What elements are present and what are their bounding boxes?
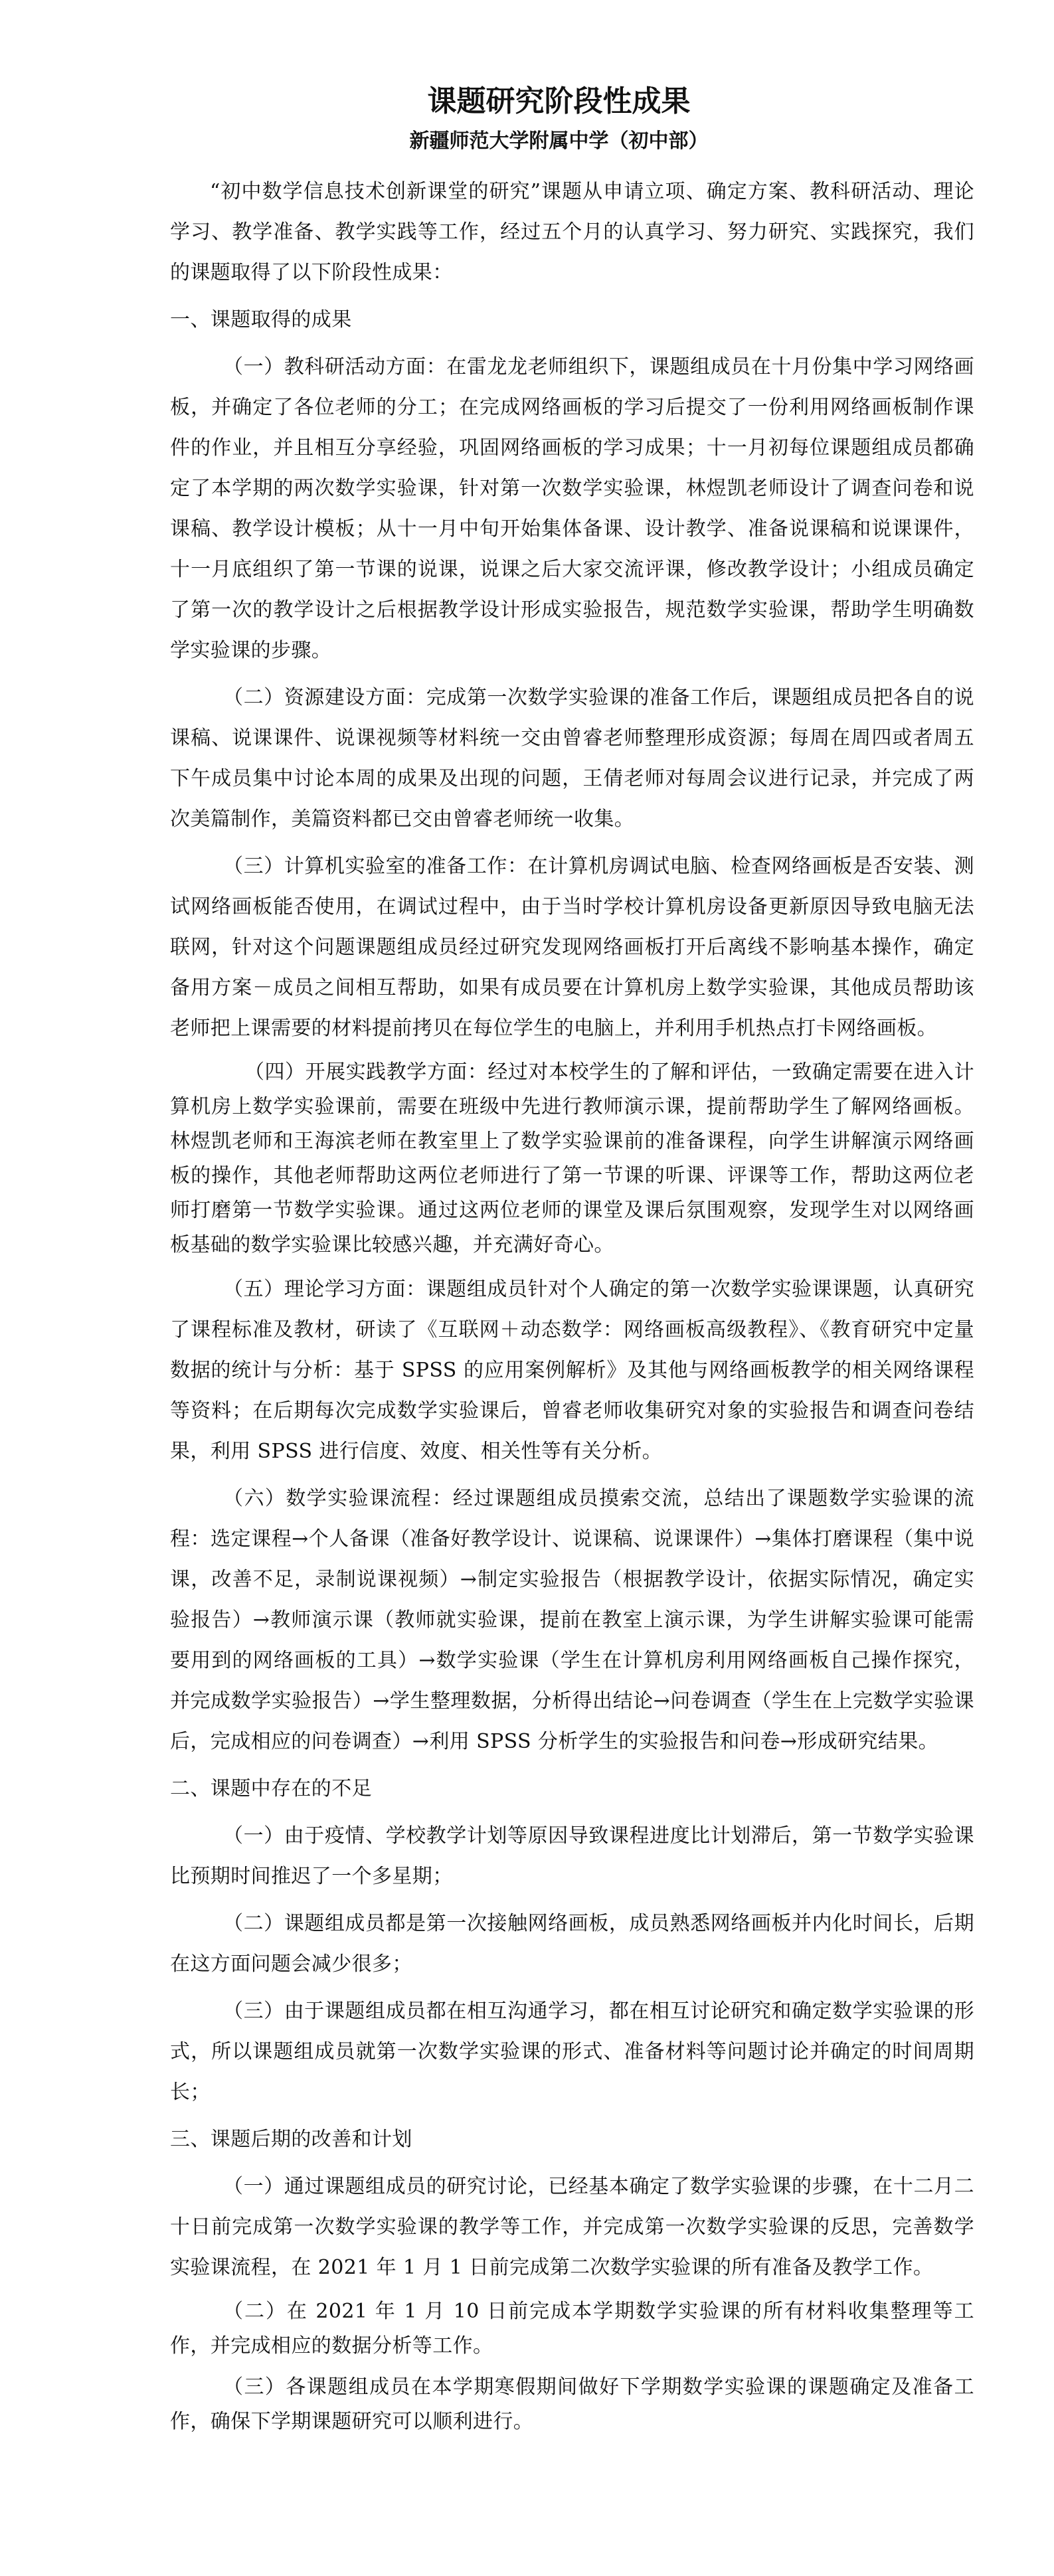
shortcoming-new-tool: （二）课题组成员都是第一次接触网络画板，成员熟悉网络画板并内化时间长，后期在这方面问题会减少很多； (170, 1912, 974, 1976)
intro-paragraph: “初中数学信息技术创新课堂的研究”课题从申请立项、确定方案、教科研活动、理论学习、教学准备、教学实践等工作，经过五个月的认真学习、努力研究、实践探究，我们的课题取得了以下阶段性成果： (170, 180, 974, 285)
document-subtitle: 新疆师范大学附属中学（初中部） (409, 129, 709, 153)
plan-first-lesson: （一）通过课题组成员的研究讨论，已经基本确定了数学实验课的步骤，在十二月二十日前完成第一次数学实验课的教学等工作，并完成第一次数学实验课的反思，完善数学实验课流程，在 2021 年 1 月 1 日前完成第二次数学实验课的所有准备及教学工作。 (170, 2175, 974, 2280)
shortcoming-long-discussion: （三）由于课题组成员都在相互沟通学习，都在相互讨论研究和确定数学实验课的形式，所以课题组成员就第一次数学实验课的形式、准备材料等问题讨论并确定的时间周期长； (170, 2000, 974, 2104)
document-title: 课题研究阶段性成果 (427, 84, 691, 118)
plan-next-semester: （三）各课题组成员在本学期寒假期间做好下学期数学实验课的课题确定及准备工作，确保下学期课题研究可以顺利进行。 (170, 2375, 974, 2434)
achievement-teaching-practice: （四）开展实践教学方面：经过对本校学生的了解和评估，一致确定需要在进入计算机房上数学实验课前，需要在班级中先进行教师演示课，提前帮助学生了解网络画板。林煜凯老师和王海滨老师在教室里上了数学实验课前的准备课程，向学生讲解演示网络画板的操作，其他老师帮助这两位老师进行了第一节课的听课、评课等工作，帮助这两位老师打磨第一节数学实验课。通过这两位老师的课堂及课后氛围观察，发现学生对以网络画板基础的数学实验课比较感兴趣，并充满好奇心。 (170, 1061, 974, 1257)
shortcoming-schedule-delay: （一）由于疫情、学校教学计划等原因导致课程进度比计划滞后，第一节数学实验课比预期时间推迟了一个多星期； (170, 1824, 974, 1889)
section-heading-achievements: 一、课题取得的成果 (170, 308, 352, 332)
achievement-lesson-process: （六）数学实验课流程：经过课题组成员摸索交流，总结出了课题数学实验课的流程：选定课程→个人备课（准备好教学设计、说课稿、说课课件）→集体打磨课程（集中说课，改善不足，录制说课视频）→制定实验报告（根据教学设计，依据实际情况，确定实验报告）→教师演示课（教师就实验课，提前在教室上演示课，为学生讲解实验课可能需要用到的网络画板的工具）→数学实验课（学生在计算机房利用网络画板自己操作探究，并完成数学实验报告）→学生整理数据，分析得出结论→问卷调查（学生在上完数学实验课后，完成相应的问卷调查）→利用 SPSS 分析学生的实验报告和问卷→形成研究结果。 (170, 1487, 974, 1754)
achievement-research-activities: （一）教科研活动方面：在雷龙龙老师组织下，课题组成员在十月份集中学习网络画板，并确定了各位老师的分工；在完成网络画板的学习后提交了一份利用网络画板制作课件的作业，并且相互分享经验，巩固网络画板的学习成果；十一月初每位课题组成员都确定了本学期的两次数学实验课，针对第一次数学实验课，林煜凯老师设计了调查问卷和说课稿、教学设计模板；从十一月中旬开始集体备课、设计教学、准备说课稿和说课课件，十一月底组织了第一节课的说课，说课之后大家交流评课，修改教学设计；小组成员确定了第一次的教学设计之后根据教学设计形成实验报告，规范数学实验课，帮助学生明确数学实验课的步骤。 (170, 355, 974, 663)
plan-material-collection: （二）在 2021 年 1 月 10 日前完成本学期数学实验课的所有材料收集整理等工作，并完成相应的数据分析等工作。 (170, 2300, 974, 2358)
section-heading-shortcomings: 二、课题中存在的不足 (170, 1777, 372, 1801)
achievement-computer-lab: （三）计算机实验室的准备工作：在计算机房调试电脑、检查网络画板是否安装、测试网络画板能否使用，在调试过程中，由于当时学校计算机房设备更新原因导致电脑无法联网，针对这个问题课题组成员经过研究发现网络画板打开后离线不影响基本操作，确定备用方案－成员之间相互帮助，如果有成员要在计算机房上数学实验课，其他成员帮助该老师把上课需要的材料提前拷贝在每位学生的电脑上，并利用手机热点打卡网络画板。 (170, 855, 974, 1041)
section-heading-plans: 三、课题后期的改善和计划 (170, 2128, 412, 2152)
achievement-theory-study: （五）理论学习方面：课题组成员针对个人确定的第一次数学实验课课题，认真研究了课程标准及教材，研读了《互联网＋动态数学：网络画板高级教程》、《教育研究中定量数据的统计与分析：基于 SPSS 的应用案例解析》及其他与网络画板教学的相关网络课程等资料；在后期每次完成数学实验课后，曾睿老师收集研究对象的实验报告和调查问卷结果，利用 SPSS 进行信度、效度、相关性等有关分析。 (170, 1278, 974, 1464)
achievement-resource-building: （二）资源建设方面：完成第一次数学实验课的准备工作后，课题组成员把各自的说课稿、说课课件、说课视频等材料统一交由曾睿老师整理形成资源；每周在周四或者周五下午成员集中讨论本周的成果及出现的问题，王倩老师对每周会议进行记录，并完成了两次美篇制作，美篇资料都已交由曾睿老师统一收集。 (170, 686, 974, 831)
